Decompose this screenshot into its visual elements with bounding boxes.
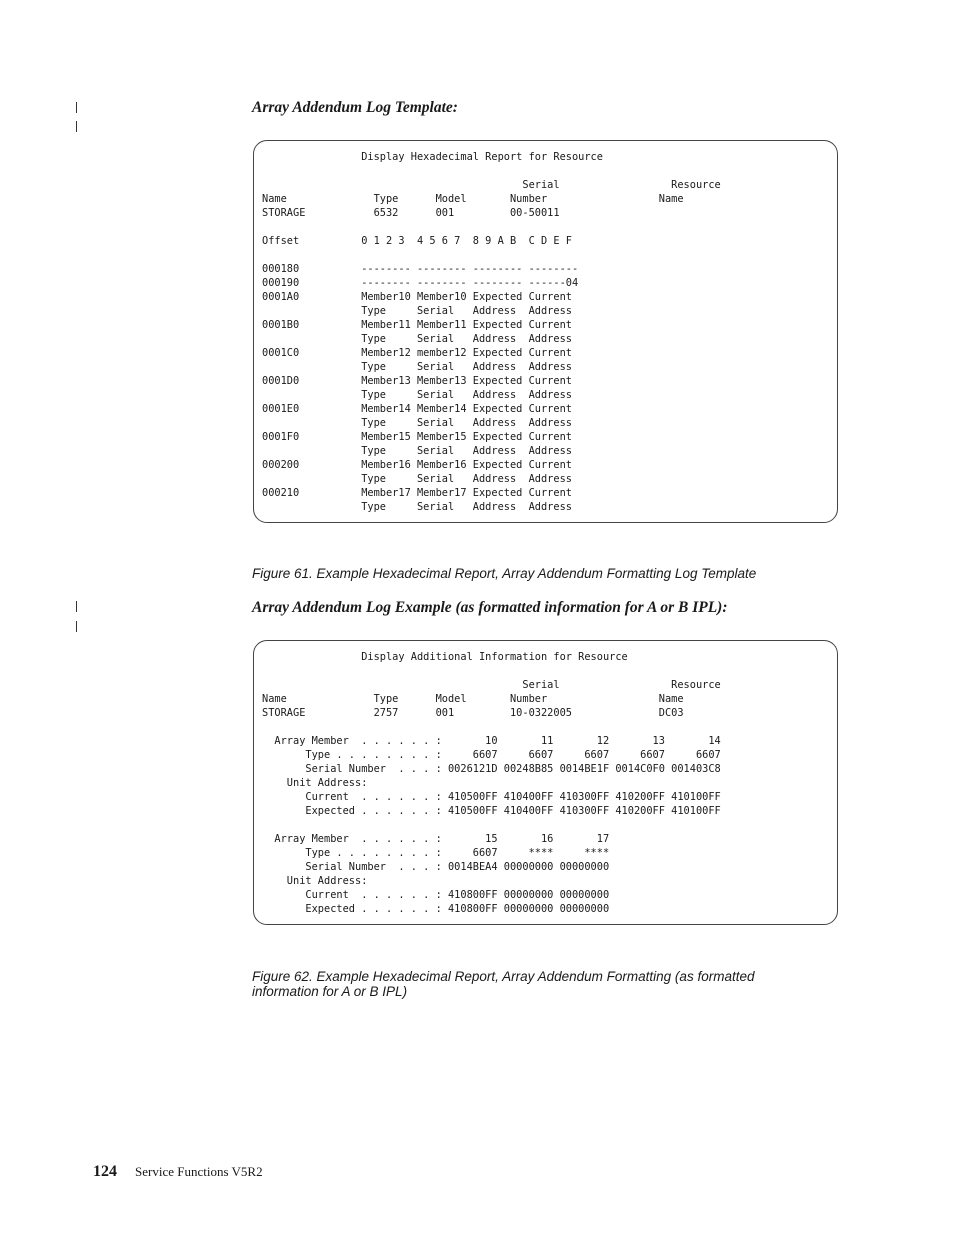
- section-heading-template: Array Addendum Log Template:: [252, 99, 458, 116]
- footer-title: Service Functions V5R2: [135, 1164, 263, 1179]
- page-footer: [93, 1163, 263, 1181]
- change-bar: [76, 621, 77, 632]
- screen-text: Display Hexadecimal Report for Resource Serial Resource Name Type Model Number Name STORAGE 6532 001 00-50011 Offset 0 1 2 3 4 5 6 7 8 9 A B C D E F 000180 -------- -------- -------- -------- 000190 -------- -------- -------- ------04 0001A0 Member10 Member10 Expected Current Type Serial Address Address 0001B0 Member11 Member11 Expected Current Type Serial Address Address 0001C0 Member12 member12 Expected Current Type Serial Address Address 0001D0 Member13 Member13 Expected Current Type Serial Address Address 0001E0 Member14 Member14 Expected Current Type Serial Address Address 0001F0 Member15 Member15 Expected Current Type Serial Address Address 000200 Member16 Member16 Expected Current Type Serial Address Address 000210 Member17 Member17 Expected Current Type Serial Address Address: [262, 151, 721, 513]
- change-bar: [76, 121, 77, 132]
- change-bar: [76, 601, 77, 612]
- change-bar: [76, 102, 77, 113]
- figure-caption-62: Figure 62. Example Hexadecimal Report, Array Addendum Formatting (as formatted information for A or B IPL): [252, 969, 755, 999]
- figure-caption-61: Figure 61. Example Hexadecimal Report, Array Addendum Formatting Log Template: [252, 566, 757, 581]
- screen-text: Display Additional Information for Resource Serial Resource Name Type Model Number Name STORAGE 2757 001 10-0322005 DC03 Array Member . . . . . . : 10 11 12 13 14 Type . . . . . . . . : 6607 6607 6607 6607 6607 Serial Number . . . : 0026121D 00248B85 0014BE1F 0014C0F0 001403C8 Unit Address: Current . . . . . . : 410500FF 410400FF 410300FF 410200FF 410100FF Expected . . . . . . : 410500FF 410400FF 410300FF 410200FF 410100FF Array Member . . . . . . : 15 16 17 Type . . . . . . . . : 6607 **** **** Serial Number . . . : 0014BEA4 00000000 00000000 Unit Address: Current . . . . . . : 410800FF 00000000 00000000 Expected . . . . . . : 410800FF 00000000 00000000: [262, 651, 721, 915]
- screen-display-template: [253, 140, 838, 523]
- page-number: 124: [93, 1163, 117, 1180]
- section-heading-example: Array Addendum Log Example (as formatted information for A or B IPL):: [252, 599, 728, 616]
- screen-display-example: [253, 640, 838, 925]
